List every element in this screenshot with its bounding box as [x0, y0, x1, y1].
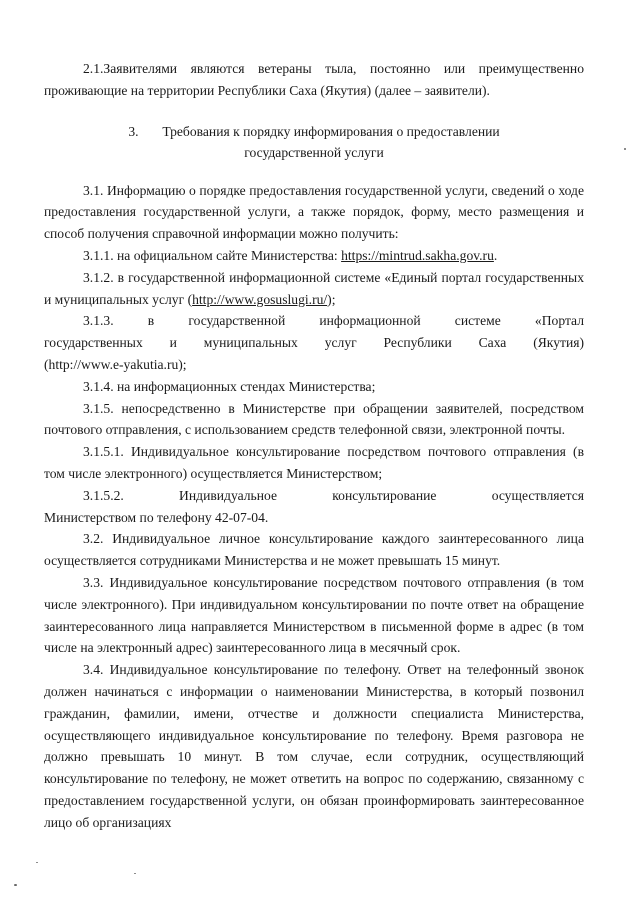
paragraph-3-1-5-2 — [44, 485, 584, 529]
section-3-heading — [44, 121, 584, 163]
paragraph-3-1-1-text: 3.1.1. на официальном сайте Министерства: — [83, 247, 342, 263]
paragraph-3-1-2-end: ); — [327, 291, 336, 307]
heading-title-line2: государственной услуги — [244, 144, 384, 160]
section-3-heading-line1 — [44, 121, 584, 142]
paragraph-3-1: 3.1. Информацию о порядке предоставления государственной услуги, сведений о ходе предоставления государственной услуги, а также порядок, форму, место размещения и способ получения справочной информации можно получить: — [44, 182, 584, 242]
scan-speck — [14, 884, 17, 886]
paragraph-3-1-3-line2: государственных и муниципальных услуг Республики Саха (Якутия) — [44, 335, 584, 351]
ministry-website-link[interactable]: https://mintrud.sakha.gov.ru — [341, 247, 494, 263]
paragraph-3-1-5-2-line2: Министерством по телефону 42-07-04. — [44, 509, 269, 525]
paragraph-2-1: 2.1.Заявителями являются ветераны тыла, постоянно или преимущественно проживающие на территории Республики Саха (Якутия) (далее – заявители). — [44, 61, 584, 98]
scan-speck — [624, 148, 626, 150]
document-body — [44, 58, 584, 834]
gosuslugi-link[interactable]: http://www.gosuslugi.ru/ — [192, 291, 328, 307]
paragraph-3-2: 3.2. Индивидуальное личное консультирование каждого заинтересованного лица осуществляется сотрудниками Министерства и не может превышать 15 минут. — [44, 531, 584, 569]
paragraph-3-1-2-text: 3.1.2. в государственной информационной системе «Единый портал государственных и муниципальных услуг ( — [44, 269, 584, 307]
heading-title-line1: Требования к порядку информирования о предоставлении — [162, 123, 500, 139]
paragraph-3-3: 3.3. Индивидуальное консультирование посредством почтового отправления (в том числе электронного). При индивидуальном консультировании по почте ответ на обращение заинтересованного лица направляется Министерством в письменной форме в адрес (в том числе на электронный адрес) заинтересованного лица в месячный срок. — [44, 574, 584, 656]
paragraph-3-1-1-end: . — [493, 247, 498, 263]
section-number: 3. — [128, 123, 139, 139]
paragraph-3-1-5-2-line1: 3.1.5.2. Индивидуальное консультирование осуществляется — [83, 487, 584, 503]
paragraph-3-1-3-line3: (http://www.e-yakutia.ru); — [44, 356, 187, 372]
scan-speck — [36, 862, 38, 863]
scan-speck — [134, 873, 136, 874]
paragraph-3-1-3-line1: 3.1.3. в государственной информационной системе «Портал — [83, 313, 584, 329]
paragraph-3-1-5: 3.1.5. непосредственно в Министерстве при обращении заявителей, посредством почтового отправления, с использованием средств телефонной связи, электронной почты. — [44, 400, 584, 438]
paragraph-3-1-3 — [44, 310, 584, 375]
paragraph-3-1-4: 3.1.4. на информационных стендах Министерства; — [83, 378, 376, 394]
paragraph-3-1-2 — [44, 267, 584, 311]
paragraph-3-4: 3.4. Индивидуальное консультирование по телефону. Ответ на телефонный звонок должен начинаться с информации о наименовании Министерства, в который позвонил гражданин, фамилии, имени, отчестве и должности специалиста Министерства, осуществляющего индивидуальное консультирование по телефону. Время разговора не должно превышать 10 минут. В том случае, если сотрудник, осуществляющий консультирование по телефону, не может ответить на вопрос по содержанию, связанному с предоставлением государственной услуги, он обязан проинформировать заинтересованное лицо об организациях — [44, 662, 584, 830]
paragraph-3-1-1 — [44, 245, 584, 267]
paragraph-3-1-5-1: 3.1.5.1. Индивидуальное консультирование посредством почтового отправления (в том числе электронного) осуществляется Министерством; — [44, 444, 584, 481]
